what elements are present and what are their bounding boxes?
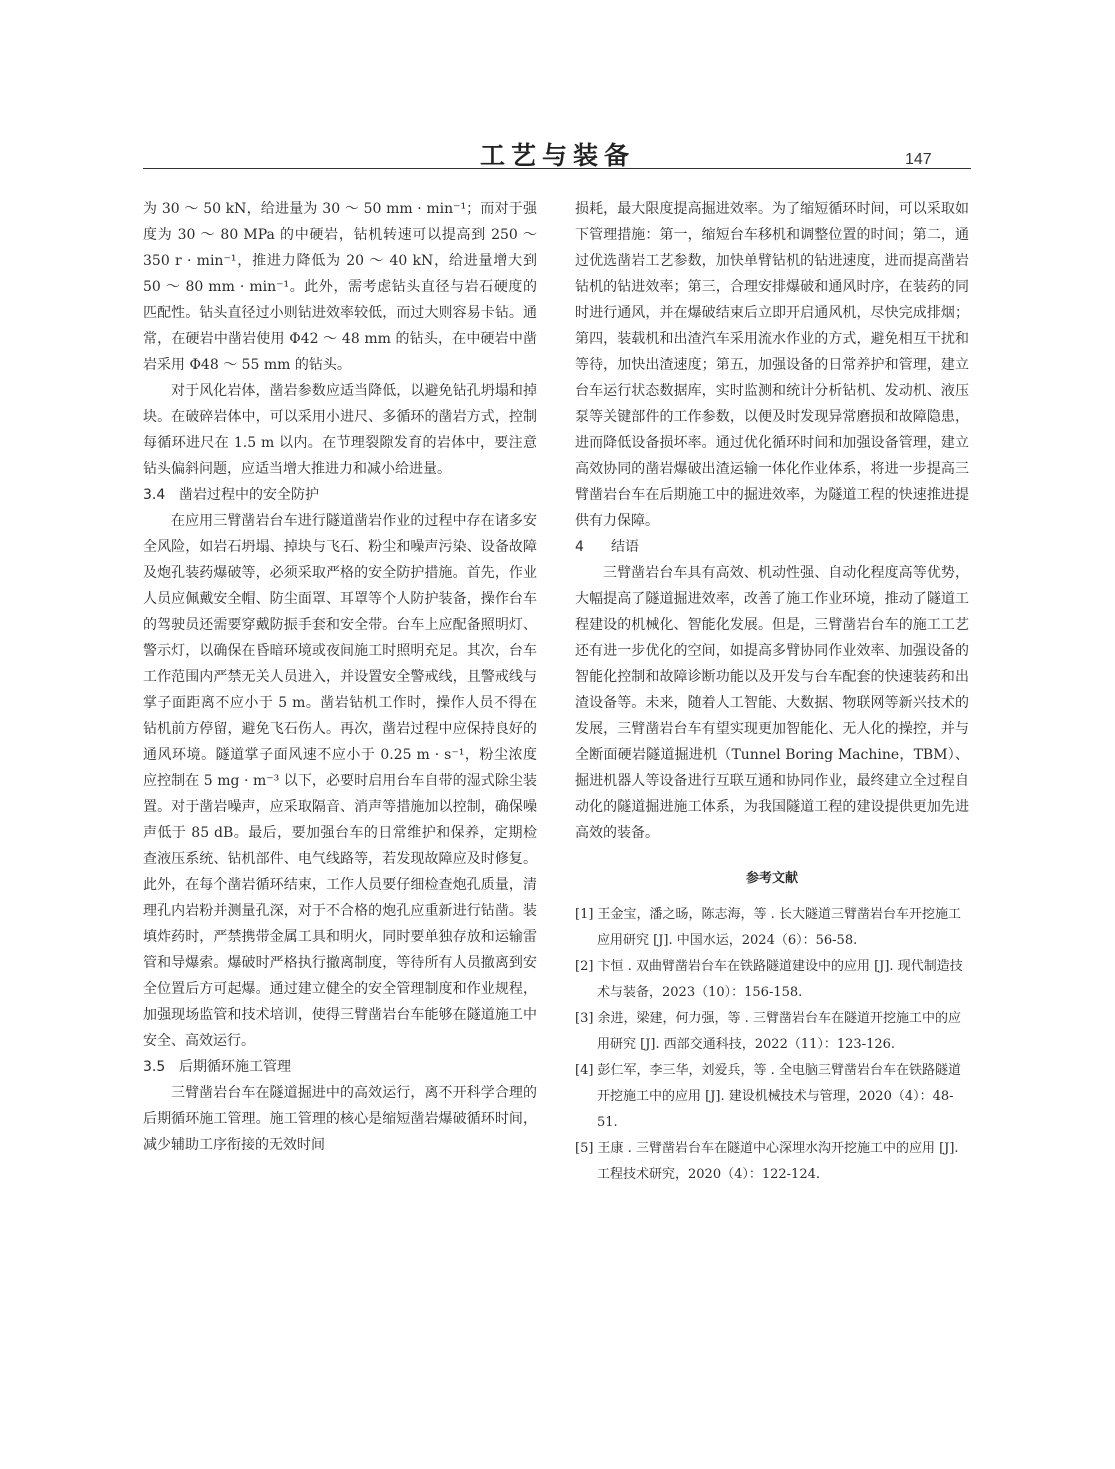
paragraph-weathered-rock: 对于风化岩体，凿岩参数应适当降低，以避免钻孔坍塌和掉块。在破碎岩体中，可以采用小进尺、多循环的凿岩方式，控制每循环进尺在 1.5 m 以内。在节理裂隙发育的岩体中，要注意钻头偏斜问题，应适当增大推进力和减小给进量。	[143, 383, 537, 477]
section-title: 结语	[611, 539, 639, 555]
section-number: 3.4	[143, 487, 166, 503]
journal-section-title: 工艺与装备	[479, 141, 635, 170]
left-column	[143, 196, 537, 1158]
reference-item: [2] 卞恒 . 双曲臂凿岩台车在铁路隧道建设中的应用 [J]. 现代制造技术与装备，2023（10）：156-158.	[575, 959, 963, 1000]
reference-item: [5] 王康 . 三臂凿岩台车在隧道中心深埋水沟开挖施工中的应用 [J]. 工程技术研究，2020（4）：122-124.	[575, 1141, 959, 1182]
paragraph-drilling-parameters: 为 30 ～ 50 kN，给进量为 30 ～ 50 mm · min⁻¹；而对于强度为 30 ～ 80 MPa 的中硬岩，钻机转速可以提高到 250 ～ 350 r · min⁻¹，推进力降低为 20 ～ 40 kN，给进量增大到 50 ～ 80 mm · min⁻¹。此外，需考虑钻头直径与岩石硬度的匹配性。钻头直径过小则钻进效率较低，而过大则容易卡钻。通常，在硬岩中凿岩使用 Φ42 ～ 48 mm 的钻头，在中硬岩中凿岩采用 Φ48 ～ 55 mm 的钻头。	[143, 201, 537, 373]
reference-item: [1] 王金宝，潘之旸，陈志海，等 . 长大隧道三臂凿岩台车开挖施工应用研究 [J]. 中国水运，2024（6）：56-58.	[575, 907, 961, 948]
section-title: 凿岩过程中的安全防护	[179, 487, 319, 503]
section-heading-4	[575, 534, 969, 560]
header-divider	[143, 168, 971, 169]
reference-item: [4] 彭仁军，李三华，刘爱兵，等 . 全电脑三臂凿岩台车在铁路隧道开挖施工中的应用 [J]. 建设机械技术与管理，2020（4）：48-51.	[575, 1063, 961, 1130]
section-number: 4	[575, 539, 584, 555]
section-title: 后期循环施工管理	[179, 1059, 291, 1075]
paragraph-management-measures: 损耗，最大限度提高掘进效率。为了缩短循环时间，可以采取如下管理措施：第一，缩短台车移机和调整位置的时间；第二，通过优选凿岩工艺参数，加快单臂钻机的钻进速度，进而提高凿岩钻机的钻进效率；第三，合理安排爆破和通风时序，在装药的同时进行通风，并在爆破结束后立即开启通风机，尽快完成排烟；第四，装载机和出渣汽车采用流水作业的方式，避免相互干扰和等待，加快出渣速度；第五，加强设备的日常养护和管理，建立台车运行状态数据库，实时监测和统计分析钻机、发动机、液压泵等关键部件的工作参数，以便及时发现异常磨损和故障隐患，进而降低设备损坏率。通过优化循环时间和加强设备管理，建立高效协同的凿岩爆破出渣运输一体化作业体系，将进一步提高三臂凿岩台车在后期施工中的掘进效率，为隧道工程的快速推进提供有力保障。	[575, 201, 969, 529]
reference-item: [3] 余进，梁建，何力强，等 . 三臂凿岩台车在隧道开挖施工中的应用研究 [J]. 西部交通科技，2022（11）：123-126.	[575, 1011, 961, 1052]
paragraph-conclusion: 三臂凿岩台车具有高效、机动性强、自动化程度高等优势，大幅提高了隧道掘进效率，改善了施工作业环境，推动了隧道工程建设的机械化、智能化发展。但是，三臂凿岩台车的施工工艺还有进一步优化的空间，如提高多臂协同作业效率、加强设备的智能化控制和故障诊断功能以及开发与台车配套的快速装药和出渣设备等。未来，随着人工智能、大数据、物联网等新兴技术的发展，三臂凿岩台车有望实现更加智能化、无人化的操控，并与全断面硬岩隧道掘进机（Tunnel Boring Machine，TBM）、掘进机器人等设备进行互联互通和协同作业，最终建立全过程自动化的隧道掘进施工体系，为我国隧道工程的建设提供更加先进高效的装备。	[575, 565, 969, 841]
paragraph-safety-protection: 在应用三臂凿岩台车进行隧道凿岩作业的过程中存在诸多安全风险，如岩石坍塌、掉块与飞石、粉尘和噪声污染、设备故障及炮孔装药爆破等，必须采取严格的安全防护措施。首先，作业人员应佩戴安全帽、防尘面罩、耳罩等个人防护装备，操作台车的驾驶员还需要穿戴防振手套和安全带。台车上应配备照明灯、警示灯，以确保在昏暗环境或夜间施工时照明充足。其次，台车工作范围内严禁无关人员进入，并设置安全警戒线，且警戒线与掌子面距离不应小于 5 m。凿岩钻机工作时，操作人员不得在钻机前方停留，避免飞石伤人。再次，凿岩过程中应保持良好的通风环境。隧道掌子面风速不应小于 0.25 m · s⁻¹，粉尘浓度应控制在 5 mg · m⁻³ 以下，必要时启用台车自带的湿式除尘装置。对于凿岩噪声，应采取隔音、消声等措施加以控制，确保噪声低于 85 dB。最后，要加强台车的日常维护和保养，定期检查液压系统、钻机部件、电气线路等，若发现故障应及时修复。此外，在每个凿岩循环结束，工作人员要仔细检查炮孔质量，清理孔内岩粉并测量孔深，对于不合格的炮孔应重新进行钻凿。装填炸药时，严禁携带金属工具和明火，同时要单独存放和运输雷管和导爆索。爆破时严格执行撤离制度，等待所有人员撤离到安全位置后方可起爆。通过建立健全的安全管理制度和作业规程，加强现场监管和技术培训，使得三臂凿岩台车能够在隧道施工中安全、高效运行。	[143, 513, 537, 1049]
right-column	[575, 196, 969, 1188]
page-number: 147	[905, 151, 932, 168]
section-heading-3-4	[143, 482, 537, 508]
references-title: 参考文献	[745, 871, 798, 886]
section-heading-3-5	[143, 1054, 537, 1080]
paragraph-cycle-management: 三臂凿岩台车在隧道掘进中的高效运行，离不开科学合理的后期循环施工管理。施工管理的核心是缩短凿岩爆破循环时间，减少辅助工序衔接的无效时间	[143, 1085, 537, 1153]
section-number: 3.5	[143, 1059, 166, 1075]
